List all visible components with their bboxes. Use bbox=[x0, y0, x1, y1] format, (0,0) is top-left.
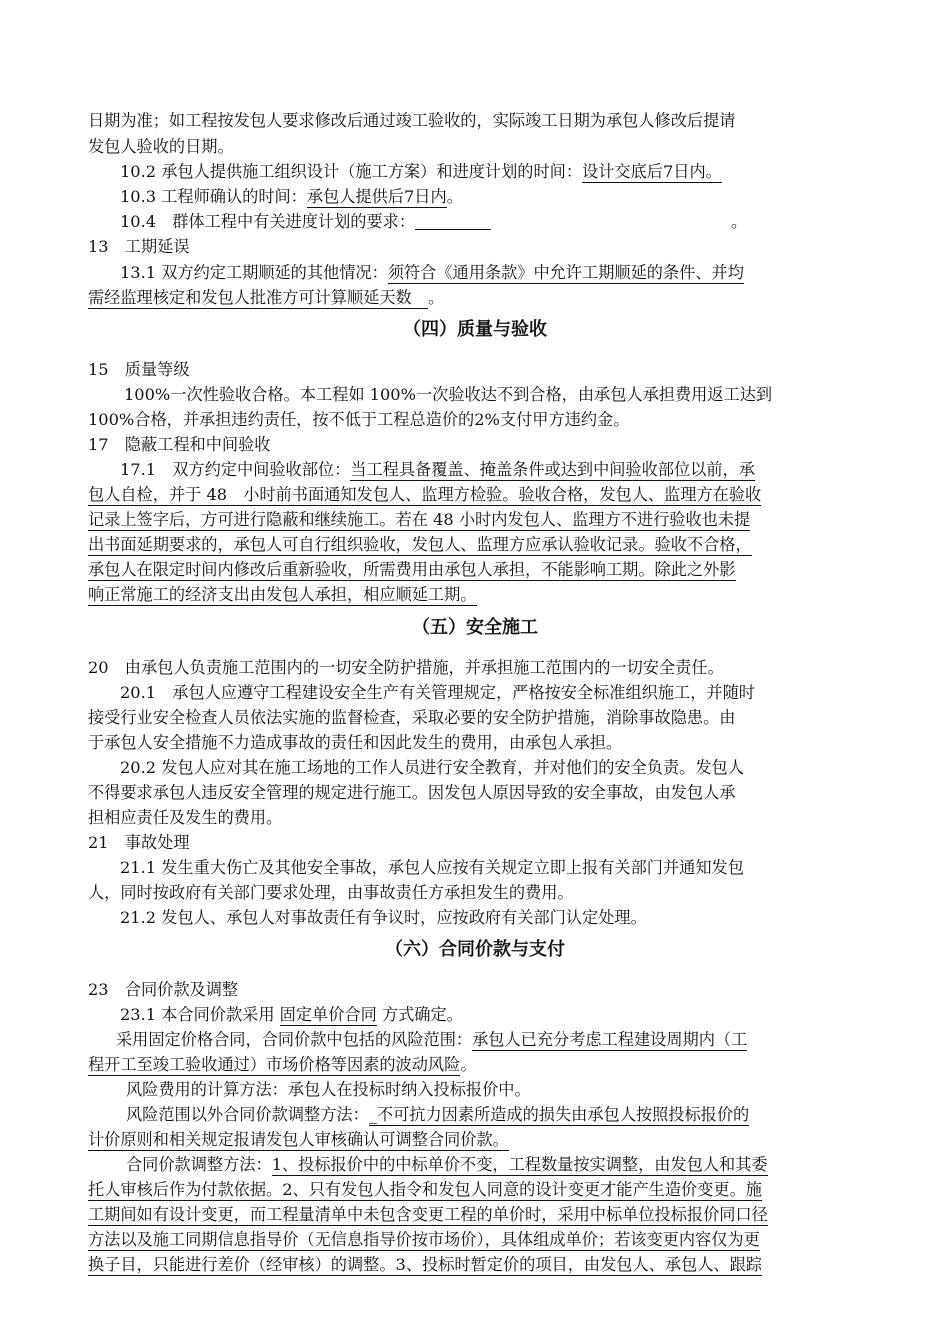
text-line: 接受行业安全检查人员依法实施的监督检查，采取必要的安全防护措施，消除事故隐患。由 bbox=[88, 708, 736, 727]
chapter-heading: （五）安全施工 bbox=[412, 617, 538, 638]
text-line: 需经监理核定和发包人批准方可计算顺延天数 。 bbox=[88, 288, 445, 307]
text-line: 记录上签字后，方可进行隐蔽和继续施工。若在 48 小时内发包人、监理方不进行验收也未提 bbox=[88, 510, 751, 529]
text-line: 日期为准；如工程按发包人要求修改后通过竣工验收的，实际竣工日期为承包人修改后提请 bbox=[88, 111, 736, 130]
filled-field: _不可抗力因素所造成的损失由承包人按照投标报价的 bbox=[368, 1105, 750, 1124]
text-line: 换子目，只能进行差价（经审核）的调整。3、投标时暂定价的项目，由发包人、承包人、跟踪 bbox=[88, 1255, 762, 1274]
section-heading: 13 工期延误 bbox=[88, 237, 190, 256]
section-heading: 21 事故处理 bbox=[88, 833, 190, 852]
filled-field: 1、投标报价中的中标单价不变，工程数量按实调整，由发包人和其委 bbox=[271, 1155, 768, 1174]
section-heading: 17 隐蔽工程和中间验收 bbox=[88, 435, 271, 454]
text-line: 出书面延期要求的，承包人可自行组织验收，发包人、监理方应承认验收记录。验收不合格， bbox=[88, 535, 752, 554]
text-line: 于承包人安全措施不力造成事故的责任和因此发生的费用，由承包人承担。 bbox=[88, 733, 623, 752]
text-line: 风险范围以外合同价款调整方法：_不可抗力因素所造成的损失由承包人按照投标报价的 bbox=[126, 1105, 750, 1124]
blank-field bbox=[415, 213, 491, 230]
text-line: 承包人在限定时间内修改后重新验收，所需费用由承包人承担，不能影响工期。除此之外影 bbox=[88, 560, 736, 579]
section-heading: 15 质量等级 bbox=[88, 360, 190, 379]
filled-field: 承包人提供后7日内 bbox=[306, 187, 447, 206]
text-line: 100%合格，并承担违约责任，按不低于工程总造价的2%支付甲方违约金。 bbox=[88, 410, 630, 429]
text-line: 20.1 承包人应遵守工程建设安全生产有关管理规定，严格按安全标准组织施工，并随时 bbox=[120, 683, 755, 702]
text-line: 包人自检，并于 48 小时前书面通知发包人、监理方检验。验收合格，发包人、监理方在验收 bbox=[88, 485, 762, 504]
text-line: 采用固定价格合同，合同价款中包括的风险范围：承包人已充分考虑工程建设周期内（工 bbox=[116, 1030, 748, 1049]
text-line: 风险费用的计算方法：承包人在投标时纳入投标报价中。 bbox=[126, 1080, 531, 1099]
clause-10-4: 10.4 群体工程中有关进度计划的要求： 。 bbox=[120, 212, 748, 231]
filled-field: 当工程具备覆盖、掩盖条件或达到中间验收部位以前，承 bbox=[350, 460, 755, 479]
filled-field: 程开工至竣工验收通过）市场价格等因素的波动风险 bbox=[88, 1055, 461, 1074]
filled-field: 须符合《通用条款》中允许工期顺延的条件、并均 bbox=[387, 263, 744, 282]
chapter-heading: （六）合同价款与支付 bbox=[385, 939, 565, 960]
chapter-heading: （四）质量与验收 bbox=[403, 319, 547, 340]
section-heading: 23 合同价款及调整 bbox=[88, 980, 239, 999]
text-line: 担相应责任及发生的费用。 bbox=[88, 808, 283, 827]
text-line: 发包人验收的日期。 bbox=[88, 137, 234, 156]
clause-10-3: 10.3 工程师确认的时间：承包人提供后7日内。 bbox=[120, 187, 463, 206]
text-line: 响正常施工的经济支出由发包人承担，相应顺延工期。 bbox=[88, 585, 477, 604]
text-line: 20.2 发包人应对其在施工场地的工作人员进行安全教育，并对他们的安全负责。发包人 bbox=[120, 758, 744, 777]
filled-field: 承包人已充分考虑工程建设周期内（工 bbox=[472, 1030, 748, 1049]
clause-23-1: 23.1 本合同价款采用 固定单价合同 方式确定。 bbox=[120, 1005, 463, 1024]
text-line: 100%一次性验收合格。本工程如 100%一次验收达不到合格，由承包人承担费用返工达到 bbox=[124, 385, 773, 404]
text-line: 托人审核后作为付款依据。2、只有发包人指令和发包人同意的设计变更才能产生造价变更。施 bbox=[88, 1180, 762, 1199]
text-line: 合同价款调整方法：1、投标报价中的中标单价不变，工程数量按实调整，由发包人和其委 bbox=[126, 1155, 768, 1174]
clause-13-1: 13.1 双方约定工期顺延的其他情况：须符合《通用条款》中允许工期顺延的条件、并均 bbox=[120, 263, 744, 282]
clause-10-2: 10.2 承包人提供施工组织设计（施工方案）和进度计划的时间：设计交底后7日内。 bbox=[120, 162, 722, 181]
text-line: 工期间如有设计变更，而工程量清单中未包含变更工程的单价时，采用中标单位投标报价同口径 bbox=[88, 1205, 768, 1224]
text-line: 程开工至竣工验收通过）市场价格等因素的波动风险。 bbox=[88, 1055, 477, 1074]
section-heading: 20 由承包人负责施工范围内的一切安全防护措施，并承担施工范围内的一切安全责任。 bbox=[88, 658, 724, 677]
text-line: 21.2 发包人、承包人对事故责任有争议时，应按政府有关部门认定处理。 bbox=[120, 908, 647, 927]
filled-field: 设计交底后7日内。 bbox=[582, 162, 722, 181]
clause-17-1: 17.1 双方约定中间验收部位：当工程具备覆盖、掩盖条件或达到中间验收部位以前，承 bbox=[120, 460, 755, 479]
text-line: 方法以及施工同期信息指导价（无信息指导价按市场价），具体组成单价；若该变更内容仅为更 bbox=[88, 1230, 760, 1249]
filled-field: 需经监理核定和发包人批准方可计算顺延天数 bbox=[88, 288, 428, 307]
text-line: 21.1 发生重大伤亡及其他安全事故，承包人应按有关规定立即上报有关部门并通知发包 bbox=[120, 858, 744, 877]
filled-field: 固定单价合同 bbox=[279, 1005, 377, 1024]
text-line: 不得要求承包人违反安全管理的规定进行施工。因发包人原因导致的安全事故，由发包人承 bbox=[88, 783, 736, 802]
text-line: 人，同时按政府有关部门要求处理，由事故责任方承担发生的费用。 bbox=[88, 883, 574, 902]
text-line: 计价原则和相关规定报请发包人审核确认可调整合同价款。 bbox=[88, 1130, 509, 1149]
